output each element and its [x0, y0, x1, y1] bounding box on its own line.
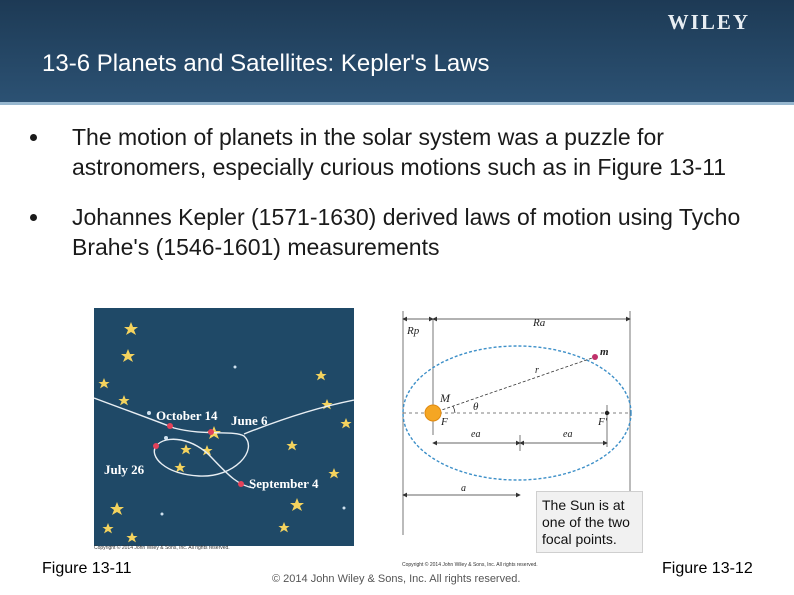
mars-position-sep4 [238, 481, 244, 487]
radius-r [433, 357, 595, 413]
angle-arc [453, 406, 455, 413]
bullet-icon [30, 214, 37, 221]
bullet-item [30, 202, 760, 262]
header-divider [0, 102, 794, 105]
stars [98, 322, 351, 542]
label-september-4: September 4 [249, 476, 319, 491]
label-theta: θ [473, 401, 479, 413]
star-icon [290, 498, 304, 511]
bullet-icon [30, 134, 37, 141]
label-a: a [461, 483, 466, 494]
label-ea-left: ea [471, 429, 481, 440]
faint-stars [147, 366, 346, 516]
star-icon [180, 444, 191, 454]
label-ea-right: ea [563, 429, 573, 440]
bullet-item [30, 122, 760, 182]
star-icon [126, 532, 137, 542]
sun-focal-note: The Sun is at one of the two focal points. [536, 491, 643, 553]
label-M: M [440, 391, 450, 405]
star-icon [161, 513, 164, 516]
star-icon [328, 468, 339, 478]
label-m: m [600, 346, 609, 358]
label-july-26: July 26 [104, 462, 145, 477]
label-r: r [535, 365, 539, 376]
focus-fprime-point [605, 411, 609, 415]
mars-position-oct14 [167, 423, 173, 429]
star-icon [174, 462, 185, 472]
star-icon [124, 322, 138, 335]
star-icon [343, 507, 346, 510]
figure-13-12-copyright: Copyright © 2014 John Wiley & Sons, Inc. All rights reserved. [402, 562, 538, 568]
star-icon [278, 522, 289, 532]
star-icon [98, 378, 109, 388]
figure-13-11-caption: Figure 13-11 [42, 560, 132, 577]
figure-13-11-copyright: Copyright © 2014 John Wiley & Sons, Inc. All rights reserved. [94, 545, 230, 551]
label-june-6: June 6 [231, 413, 268, 428]
bullet-text: The motion of planets in the solar system was a puzzle for astronomers, especially curious motions such as in Figure 13-11 [72, 124, 727, 180]
label-ra: Ra [533, 317, 546, 329]
star-icon [340, 418, 351, 428]
footer-copyright: © 2014 John Wiley & Sons, Inc. All rights reserved. [272, 573, 521, 585]
mars-position-jun6 [208, 429, 214, 435]
star-icon [121, 349, 135, 362]
star-icon [102, 523, 113, 533]
sun-icon [425, 405, 441, 421]
figure-13-11-night-sky [94, 308, 354, 546]
mars-position-jul26 [153, 443, 159, 449]
star-icon [118, 395, 129, 405]
star-icon [234, 366, 237, 369]
bullet-text: Johannes Kepler (1571-1630) derived laws of motion using Tycho Brahe's (1546-1601) measurements [72, 204, 741, 260]
bullet-list [30, 122, 760, 282]
figure-13-12-caption: Figure 13-12 [662, 560, 753, 577]
planet-icon [592, 354, 598, 360]
star-icon [286, 440, 297, 450]
retrograde-motion-diagram [94, 308, 354, 546]
label-october-14: October 14 [156, 408, 218, 423]
label-F: F [441, 416, 448, 428]
label-rp: Rp [407, 325, 420, 337]
slide-title: 13-6 Planets and Satellites: Kepler's Laws [42, 50, 490, 77]
star-icon [315, 370, 326, 380]
star-icon [147, 411, 151, 415]
label-Fprime: F′ [598, 416, 608, 428]
wiley-logo: WILEY [667, 10, 750, 34]
star-icon [110, 502, 124, 515]
